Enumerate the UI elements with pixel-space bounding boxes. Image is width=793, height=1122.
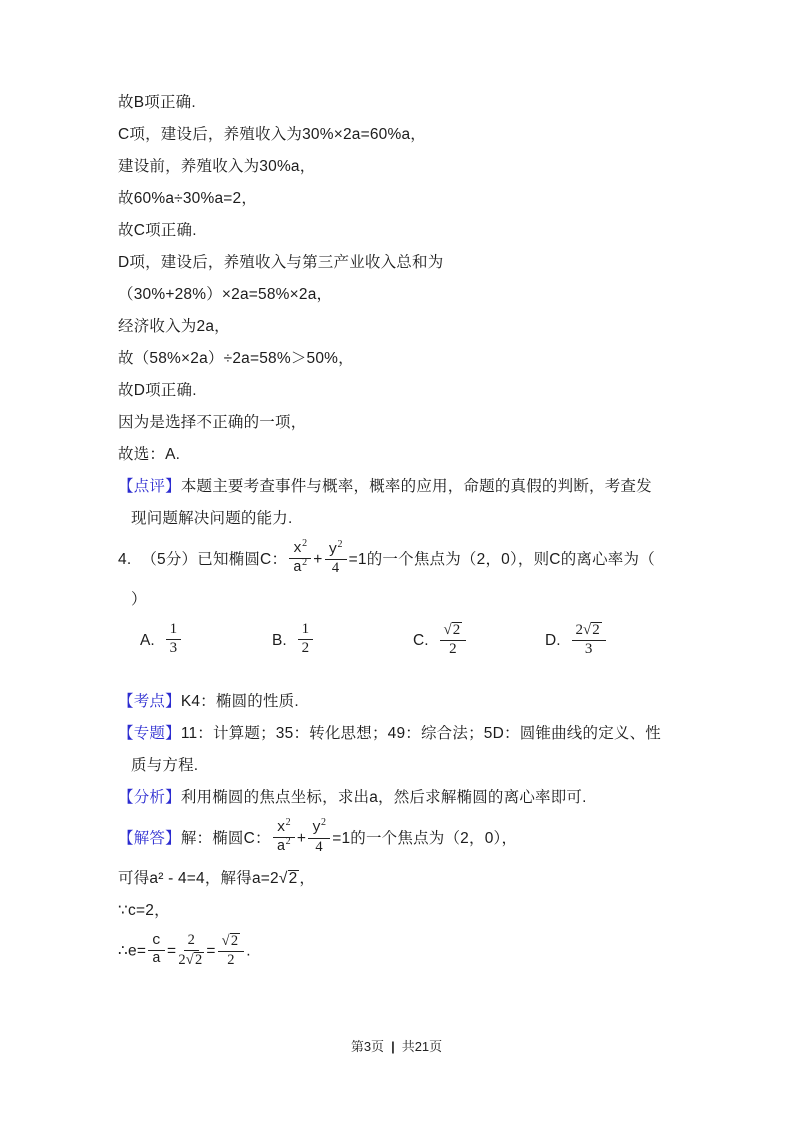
- jieda-suffix: 的一个焦点为（2，0），: [350, 829, 518, 847]
- question-4-stem: [118, 538, 683, 577]
- option-D-fraction: $\frac{2√2}{3}$: [572, 622, 606, 658]
- equals-sign: =: [206, 942, 216, 960]
- jieda-block: [118, 816, 683, 856]
- solution-line: D项，建设后，养殖收入与第三产业收入总和为: [118, 254, 444, 271]
- zhuanti-text-line2: 质与方程.: [131, 756, 199, 774]
- option-C-fraction: $\frac{√2}{2}$: [440, 622, 467, 658]
- page-footer: [0, 1036, 793, 1055]
- jieda-step-1: 可得a² - 4=4，解得a=2√2 ，: [118, 870, 316, 888]
- solution-line: C项，建设后，养殖收入为30%×2a=60%a，: [118, 126, 427, 143]
- option-A-label: A.: [140, 631, 155, 649]
- option-D: [545, 623, 608, 659]
- fenxi-label: 【分析】: [118, 788, 181, 806]
- option-C-label: C.: [413, 632, 429, 650]
- zhuanti-text-line1: 11：计算题；35：转化思想；49：综合法；5D：圆锥曲线的定义、性: [180, 724, 662, 742]
- jieda-prefix: 解：椭圆C：: [180, 829, 271, 847]
- kaodian-text: K4：椭圆的性质.: [180, 692, 299, 710]
- options-row: [140, 623, 683, 659]
- comment-text-line1: 本题主要考查事件与概率，概率的应用，命题的真假的判断，考查发: [180, 478, 652, 495]
- zhuanti-label: 【专题】: [118, 724, 181, 742]
- therefore-e-equals: ∴e=: [118, 942, 147, 960]
- ellipse-equation-fraction-x: $\frac{x^2}{a^2}$: [289, 541, 311, 576]
- solution-line: （30%+28%）×2a=58%×2a，: [118, 286, 333, 303]
- solution-line: 故60%a÷30%a=2，: [118, 190, 258, 207]
- zhuanti-block: [118, 725, 683, 743]
- option-B-fraction: $\frac{1}{2}$: [298, 622, 314, 657]
- solution-line: 故C项正确.: [118, 222, 197, 239]
- fenxi-text: 利用椭圆的焦点坐标，求出a，然后求解椭圆的离心率即可.: [180, 788, 587, 806]
- solution-answer-line: 故选：A.: [118, 446, 181, 463]
- sqrt-radical: √2: [443, 622, 461, 639]
- total-pages: 共21页: [401, 1039, 443, 1054]
- plus-sign: +: [296, 829, 307, 847]
- kaodian-block: [118, 693, 683, 711]
- footer-separator: |: [391, 1039, 395, 1054]
- ellipse-equation-fraction-x: $\frac{x^2}{a^2}$: [273, 820, 295, 855]
- kaodian-label: 【考点】: [118, 692, 181, 710]
- ellipse-equation-fraction-y: $\frac{y^2}{4}$: [308, 820, 330, 854]
- option-A: [140, 623, 272, 658]
- jieda-step-2: ∵c=2，: [118, 902, 170, 920]
- solution-line: 因为是选择不正确的一项，: [118, 414, 307, 431]
- option-B-label: B.: [272, 631, 287, 649]
- question-number: 4.: [118, 550, 132, 568]
- equals-sign: =: [167, 942, 177, 960]
- sqrt-radical: √2: [278, 870, 298, 888]
- sqrt-radical: √2: [185, 951, 203, 968]
- comment-text-line2: 现问题解决问题的能力.: [131, 510, 293, 527]
- solution-line: 故（58%×2a）÷2a=58%＞50%，: [118, 350, 354, 367]
- sqrt-radical: √2: [221, 933, 239, 950]
- fraction-c-over-a: $\frac{c}{a}$: [148, 934, 165, 967]
- option-D-label: D.: [545, 632, 561, 650]
- plus-sign: +: [313, 550, 323, 568]
- comment-block: [118, 478, 683, 528]
- comment-label: 【点评】: [118, 478, 181, 495]
- fraction-2-over-2sqrt2: $\frac{2}{2√2}$: [178, 932, 203, 968]
- page-number: 第3页: [350, 1039, 385, 1054]
- jieda-conclusion: [118, 934, 683, 968]
- option-A-fraction: $\frac{1}{3}$: [166, 622, 182, 657]
- stem-prefix: 已知椭圆C：: [197, 550, 288, 568]
- solution-line: 经济收入为2a，: [118, 318, 230, 335]
- jieda-label: 【解答】: [118, 829, 181, 847]
- equals-one: =1: [348, 550, 367, 568]
- option-B: [272, 623, 413, 658]
- ellipse-equation-fraction-y: $\frac{y^2}{4}$: [325, 542, 347, 576]
- stem-suffix: 的一个焦点为（2，0），则C的离心率为（: [366, 550, 655, 568]
- sqrt-radical: √2: [583, 622, 600, 639]
- solution-line: 故D项正确.: [118, 382, 197, 399]
- period: .: [246, 942, 251, 960]
- fenxi-block: [118, 789, 683, 807]
- stem-close-paren: ）: [131, 591, 147, 609]
- solution-line: 故B项正确.: [118, 94, 196, 111]
- question-points: （5分）: [141, 550, 198, 568]
- option-C: [413, 623, 545, 659]
- fraction-sqrt2-over-2: $\frac{√2}{2}$: [218, 933, 245, 967]
- question-4: [118, 538, 683, 969]
- solution-line: 建设前，养殖收入为30%a，: [118, 158, 316, 175]
- equals-one: =1: [332, 829, 351, 847]
